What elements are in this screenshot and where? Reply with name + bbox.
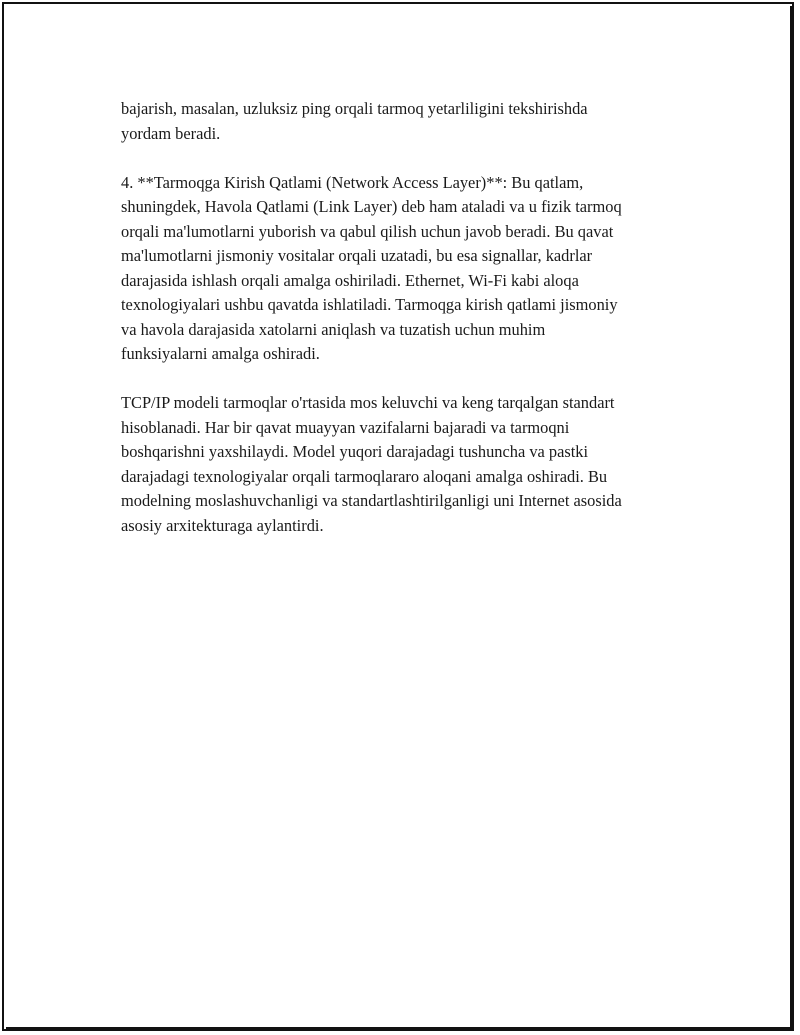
text-line: bajarish, masalan, uzluksiz ping orqali tarmoq yetarliligini tekshirishda [121, 99, 588, 118]
text-line: boshqarishni yaxshilaydi. Model yuqori darajadagi tushuncha va pastki [121, 442, 589, 461]
text-line: asosiy arxitekturaga aylantirdi. [121, 515, 324, 535]
paragraph-continuation [121, 97, 701, 146]
text-line: texnologiyalari ushbu qavatda ishlatiladi. Tarmoqga kirish qatlami jismoniy [121, 295, 618, 314]
text-line: orqali ma'lumotlarni yuborish va qabul qilish uchun javob beradi. Bu qavat [121, 221, 614, 241]
paragraph-network-access-layer [121, 171, 701, 367]
text-line: funksiyalarni amalga oshiradi. [121, 344, 320, 363]
text-line: ma'lumotlarni jismoniy vositalar orqali uzatadi, bu esa signallar, kadrlar [121, 246, 593, 265]
text-line: 4. **Tarmoqga Kirish Qatlami (Network Access Layer)**: Bu qatlam, [121, 172, 584, 192]
text-line: yordam beradi. [121, 123, 221, 143]
text-line: hisoblanadi. Har bir qavat muayyan vazifalarni bajaradi va tarmoqni [121, 417, 570, 437]
text-line: darajasida ishlash orqali amalga oshiriladi. Ethernet, Wi-Fi kabi aloqa [121, 270, 579, 290]
text-line: TCP/IP modeli tarmoqlar o'rtasida mos keluvchi va keng tarqalgan standart [121, 393, 615, 412]
text-line: modelning moslashuvchanligi va standartlashtirilganligi uni Internet asosida [121, 491, 622, 510]
text-line: darajadagi texnologiyalar orqali tarmoqlararo aloqani amalga oshiradi. Bu [121, 466, 608, 486]
text-line: shuningdek, Havola Qatlami (Link Layer) deb ham ataladi va u fizik tarmoq [121, 197, 622, 216]
paragraph-tcpip-summary [121, 391, 701, 538]
page-frame [2, 2, 794, 1031]
document-body [121, 97, 701, 563]
text-line: va havola darajasida xatolarni aniqlash va tuzatish uchun muhim [121, 319, 546, 339]
